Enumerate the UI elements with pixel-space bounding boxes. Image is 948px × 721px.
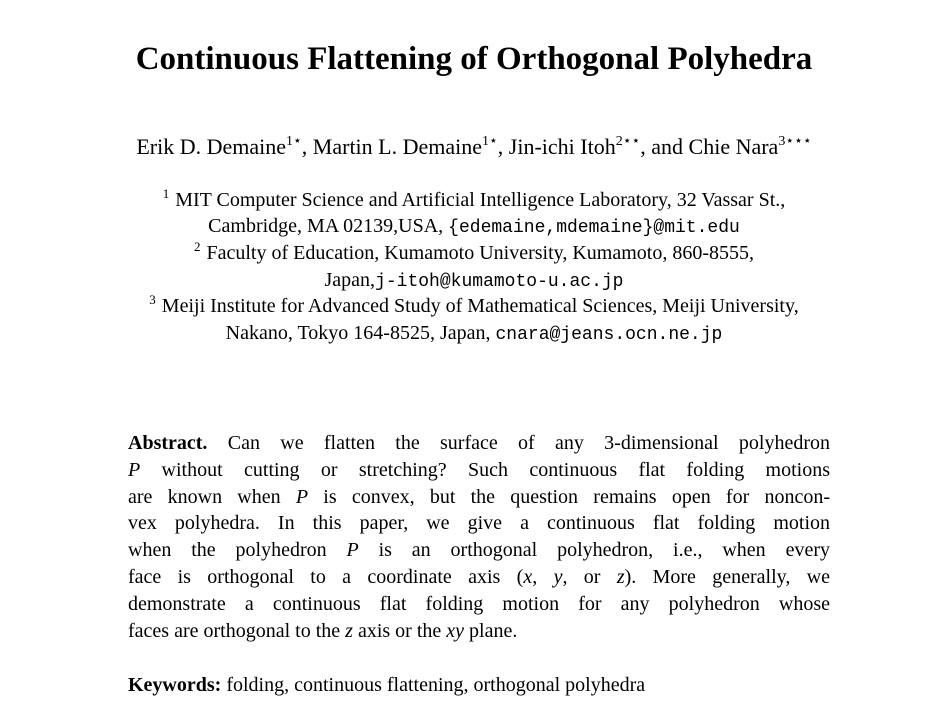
affiliation-2-line-1 <box>0 240 948 266</box>
author-separator: , <box>301 134 313 159</box>
abstract-text: faces are orthogonal to the <box>128 619 346 642</box>
math-variable: z <box>616 565 625 588</box>
affiliation-email: j-itoh@kumamoto-u.ac.jp <box>375 272 624 292</box>
abstract-line <box>128 484 830 511</box>
math-variable: x <box>523 565 533 588</box>
author-mark: 3⋆⋆⋆ <box>778 134 812 149</box>
affiliation-text: Nakano, Tokyo 164-8525, Japan, <box>225 322 496 344</box>
keywords-text: folding, continuous flattening, orthogonal polyhedra <box>221 674 646 696</box>
author-name: Chie Nara <box>688 134 779 159</box>
math-variable: P <box>346 539 359 562</box>
abstract-text: demonstrate a continuous flat folding motion for any polyhedron whose <box>128 592 830 615</box>
math-variable: P <box>295 485 309 508</box>
abstract-text: , or <box>562 565 617 588</box>
abstract-text: , <box>532 565 554 588</box>
affiliation-2-line-2 <box>0 267 948 295</box>
affiliation-number: 1 <box>162 186 170 201</box>
abstract-text: axis or the <box>352 619 447 642</box>
abstract <box>128 430 830 644</box>
abstract-text: ). More generally, we <box>624 565 831 588</box>
abstract-text: vex polyhedra. In this paper, we give a continuous flat folding motion <box>128 512 830 535</box>
abstract-line <box>128 591 830 618</box>
abstract-line <box>128 510 830 537</box>
affiliation-text: Cambridge, MA 02139,USA, <box>208 215 449 237</box>
keywords-label: Keywords: <box>128 674 222 696</box>
abstract-label: Abstract. <box>128 432 208 454</box>
author-name: Martin L. Demaine <box>312 134 483 159</box>
abstract-text: when the polyhedron <box>128 539 347 562</box>
abstract-text: face is orthogonal to a coordinate axis ( <box>128 565 524 588</box>
abstract-line <box>128 457 830 484</box>
affiliation-number: 2 <box>193 239 201 254</box>
author-name: Erik D. Demaine <box>136 134 287 159</box>
affiliation-number: 3 <box>149 292 156 307</box>
affiliation-3-line-1 <box>0 293 948 319</box>
math-variable: xy <box>446 619 465 642</box>
paper-title: Continuous Flattening of Orthogonal Polyhedra <box>135 41 813 77</box>
affiliation-3-line-2 <box>0 320 948 348</box>
abstract-text: is an orthogonal polyhedron, i.e., when every <box>358 539 830 562</box>
author-separator: , <box>497 134 509 159</box>
math-variable: z <box>345 619 353 642</box>
affiliation-text: MIT Computer Science and Artificial Intelligence Laboratory, 32 Vassar St., <box>175 189 786 211</box>
abstract-text: Can we flatten the surface of any 3-dimensional polyhedron <box>207 432 830 454</box>
affiliation-text: Faculty of Education, Kumamoto University, Kumamoto, 860-8555, <box>206 242 754 264</box>
author-list <box>0 132 948 162</box>
abstract-text: is convex, but the question remains open for noncon- <box>308 485 830 508</box>
author-name: Jin-ichi Itoh <box>508 134 616 159</box>
author-mark: 2⋆⋆ <box>615 134 641 149</box>
author-mark: 1⋆ <box>286 134 302 149</box>
affiliation-email: {edemaine,mdemaine}@mit.edu <box>448 218 740 238</box>
abstract-text: are known when <box>128 485 296 508</box>
author-mark: 1⋆ <box>482 134 498 149</box>
abstract-line <box>128 564 830 591</box>
abstract-text: without cutting or stretching? Such continuous flat folding motions <box>140 458 830 481</box>
abstract-line <box>128 537 830 564</box>
abstract-line <box>128 618 830 645</box>
affiliation-email: cnara@jeans.ocn.ne.jp <box>495 325 723 345</box>
math-variable: P <box>128 458 141 481</box>
abstract-line <box>128 430 830 457</box>
math-variable: y <box>553 565 563 588</box>
affiliation-1-line-2 <box>0 213 948 241</box>
author-separator: , and <box>640 134 689 159</box>
affiliation-text: Meiji Institute for Advanced Study of Mathematical Sciences, Meiji University, <box>161 295 799 317</box>
abstract-text: plane. <box>464 619 518 642</box>
affiliation-text: Japan, <box>324 269 376 291</box>
affiliation-1-line-1 <box>0 187 948 213</box>
keywords <box>128 672 830 698</box>
